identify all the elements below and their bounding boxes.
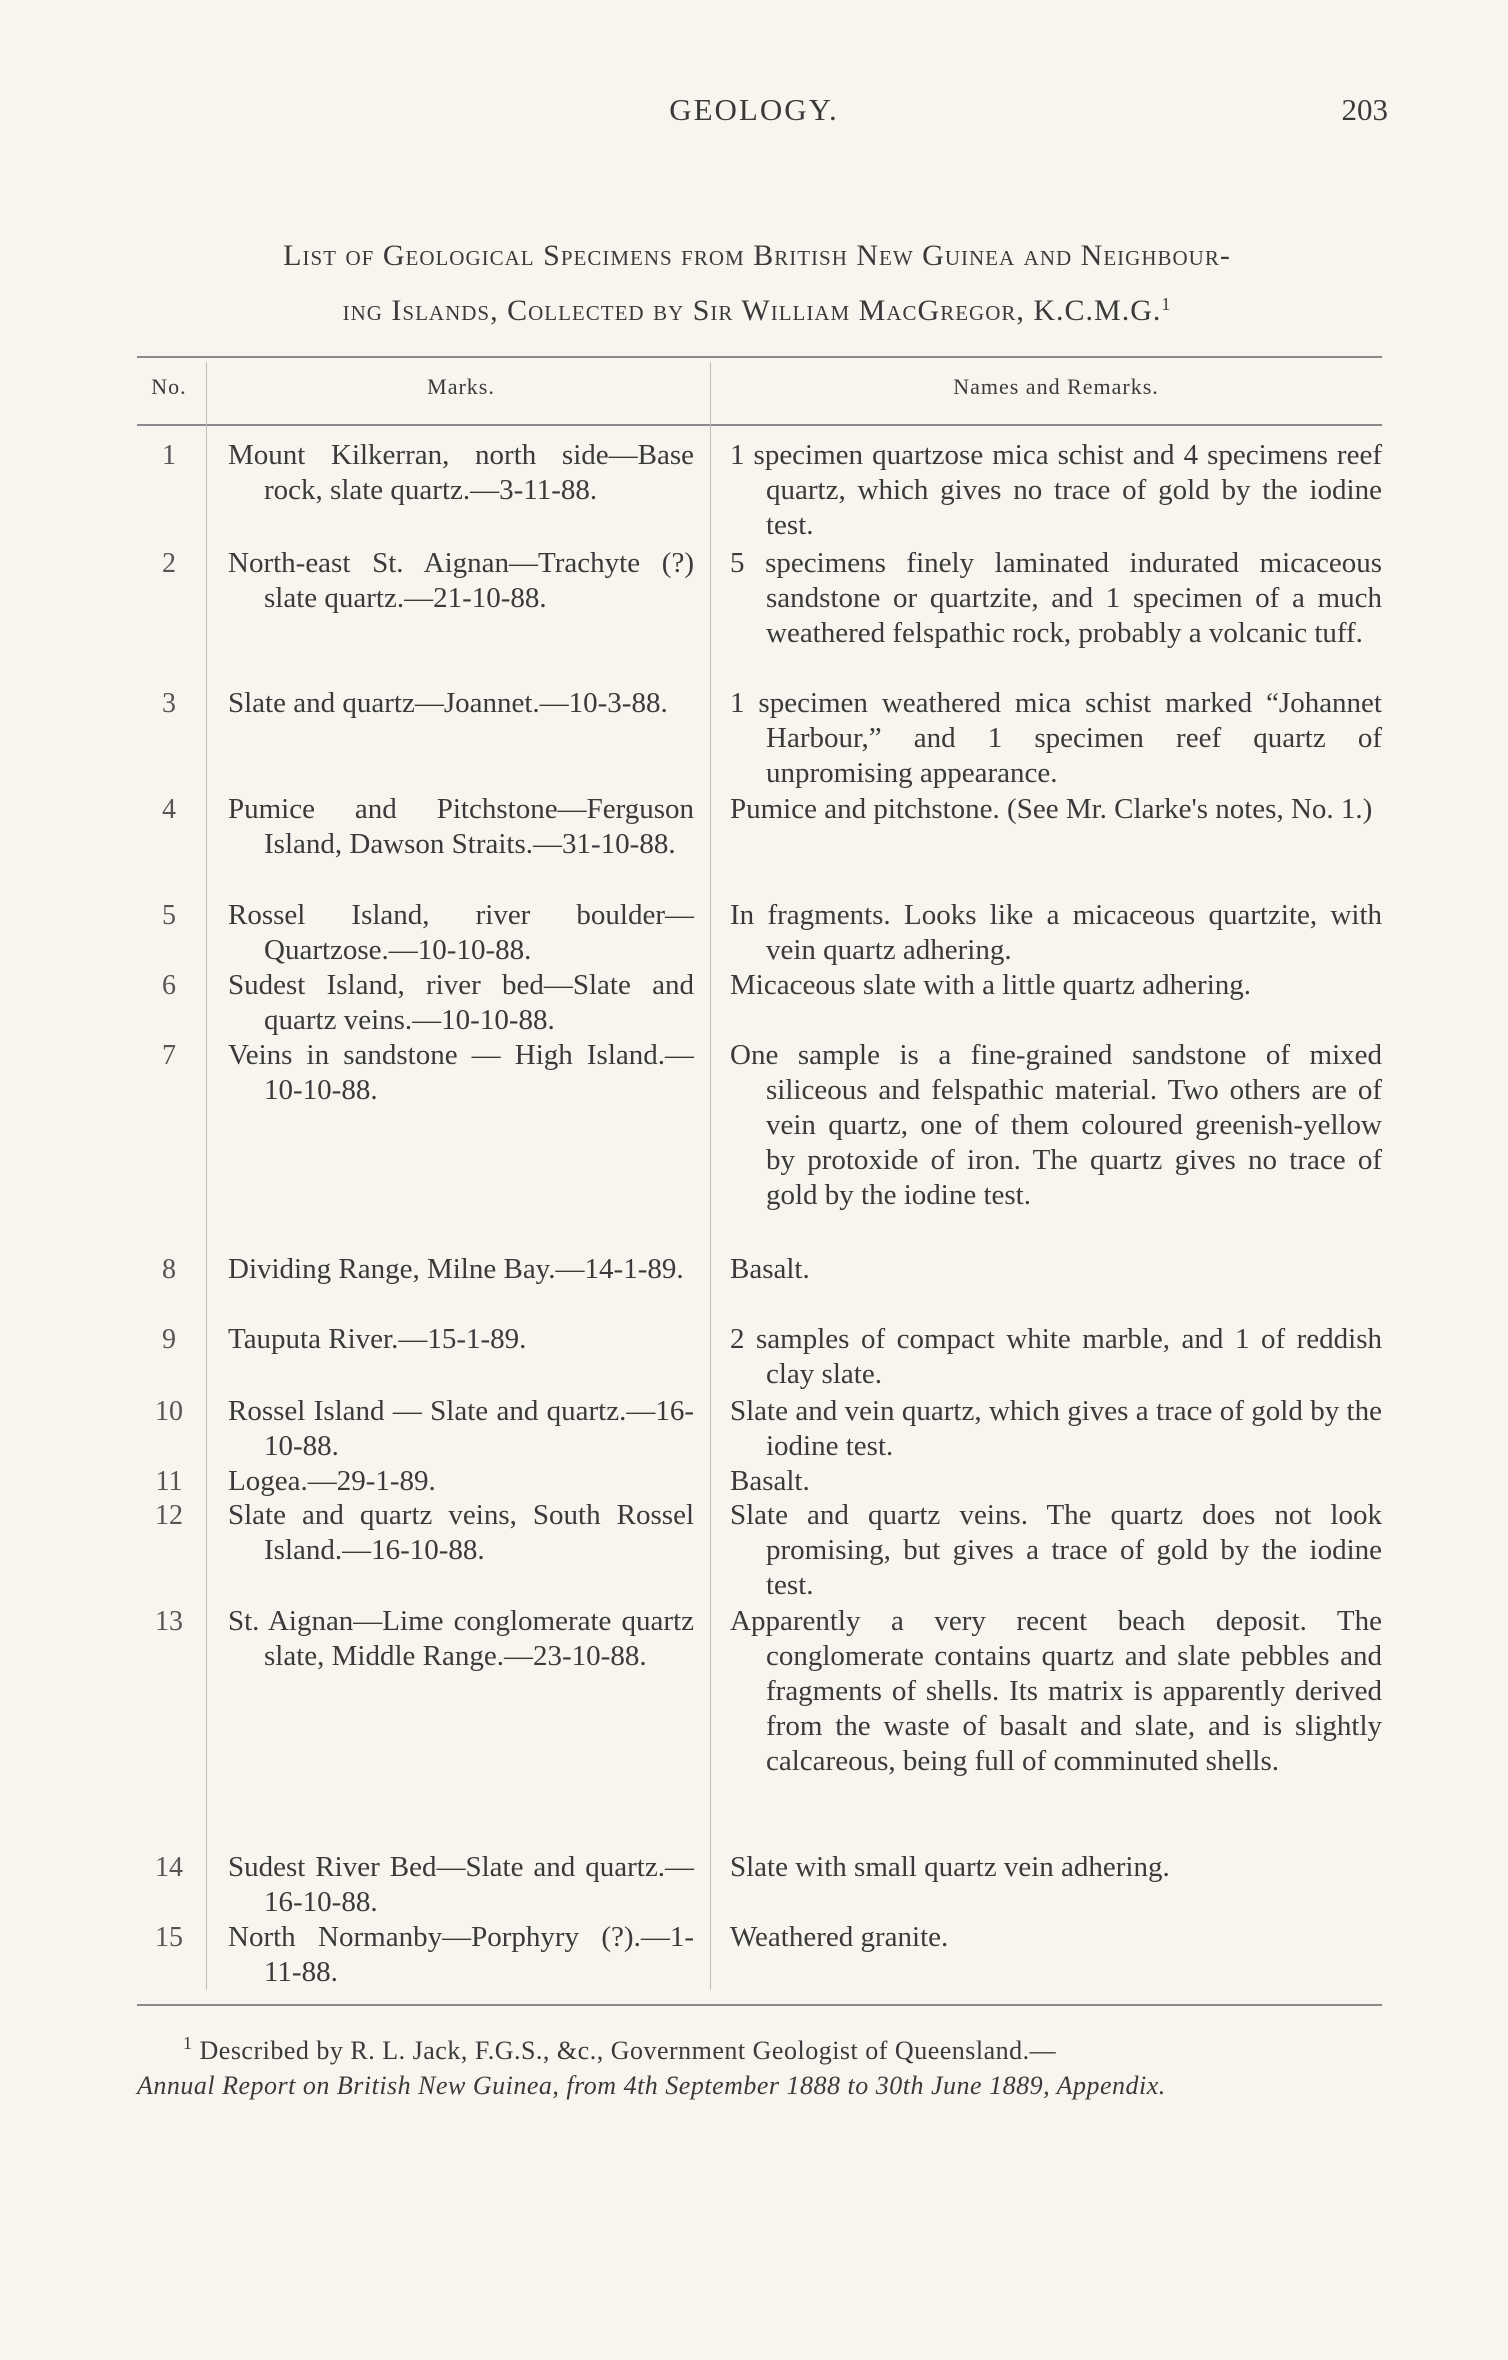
row-number: 14 [155, 1852, 183, 1883]
remarks-text: Slate with small quartz vein adhering. [730, 1851, 1170, 1883]
marks-text: Dividing Range, Milne Bay.—14-1-89. [228, 1253, 684, 1285]
remarks-text: Pumice and pitchstone. (See Mr. Clarke's notes, No. 1.) [730, 793, 1373, 825]
marks-text: Rossel Island, river boulder—Quartzose.—10-10-88. [228, 899, 694, 966]
row-remarks [730, 1252, 1382, 1287]
row-number: 5 [162, 900, 176, 931]
row-number: 3 [162, 688, 176, 719]
row-marks [228, 686, 694, 721]
caption-line-2-text: ing Islands, Collected by Sir William MacGregor, K.C.M.G. [342, 294, 1162, 327]
remarks-text: In fragments. Looks like a micaceous quartzite, with vein quartz adhering. [730, 899, 1382, 966]
row-number: 1 [162, 440, 176, 471]
row-number: 2 [162, 548, 176, 579]
remarks-text: Micaceous slate with a little quartz adhering. [730, 969, 1252, 1001]
row-remarks [730, 1604, 1382, 1779]
row-remarks [730, 792, 1382, 827]
row-marks [228, 1038, 694, 1108]
row-marks [228, 792, 694, 862]
table-header-rule [137, 424, 1382, 426]
row-number: 6 [162, 970, 176, 1001]
row-number: 15 [155, 1922, 183, 1953]
row-remarks [730, 1322, 1382, 1392]
row-number: 12 [155, 1500, 183, 1531]
row-number: 11 [155, 1466, 183, 1497]
remarks-text: Slate and quartz veins. The quartz does not look promising, but gives a trace of gold by the iodine test. [730, 1499, 1382, 1601]
remarks-text: One sample is a fine-grained sandstone of mixed siliceous and felspathic material. Two others are of vein quartz, one of them coloured greenish-yellow by protoxide of iron. The quartz gives no trace of gold by the iodine test. [730, 1039, 1382, 1211]
row-marks [228, 898, 694, 968]
row-remarks [730, 546, 1382, 651]
row-marks [228, 968, 694, 1038]
row-marks [228, 1252, 694, 1287]
row-marks [228, 1604, 694, 1674]
remarks-text: 1 specimen weathered mica schist marked “Johannet Harbour,” and 1 specimen reef quartz of unpromising appearance. [730, 687, 1382, 789]
row-number: 13 [155, 1606, 183, 1637]
row-remarks [730, 1464, 1382, 1499]
remarks-text: Slate and vein quartz, which gives a trace of gold by the iodine test. [730, 1395, 1382, 1462]
row-remarks [730, 1850, 1382, 1885]
row-marks [228, 1394, 694, 1464]
row-remarks [730, 1920, 1382, 1955]
table-bottom-rule [137, 2004, 1382, 2006]
running-head [0, 92, 1508, 132]
marks-text: Pumice and Pitchstone—Ferguson Island, Dawson Straits.—31-10-88. [228, 793, 694, 860]
row-number: 7 [162, 1040, 176, 1071]
footnote [137, 2026, 1382, 2103]
marks-text: Sudest River Bed—Slate and quartz.—16-10-88. [228, 1851, 694, 1918]
row-marks [228, 1850, 694, 1920]
column-header-marks: Marks. [427, 374, 495, 399]
column-divider-marks [710, 362, 711, 1990]
row-marks [228, 1322, 694, 1357]
row-remarks [730, 968, 1382, 1003]
remarks-text: Weathered granite. [730, 1921, 949, 1953]
row-marks [228, 1498, 694, 1568]
column-header-remarks: Names and Remarks. [953, 374, 1159, 399]
row-number: 4 [162, 794, 176, 825]
marks-text: Veins in sandstone — High Island.—10-10-88. [228, 1039, 694, 1106]
marks-text: Tauputa River.—15-1-89. [228, 1323, 527, 1355]
remarks-text: 5 specimens finely laminated indurated micaceous sandstone or quartzite, and 1 specimen of a much weathered felspathic rock, probably a volcanic tuff. [730, 547, 1382, 649]
column-divider-no [206, 362, 207, 1990]
remarks-text: Basalt. [730, 1465, 810, 1497]
column-header-no: No. [151, 374, 187, 399]
page-number: 203 [1341, 92, 1388, 127]
row-marks [228, 438, 694, 508]
table-top-rule [137, 356, 1382, 358]
caption-line-2 [132, 280, 1382, 335]
row-marks [228, 1920, 694, 1990]
marks-text: North Normanby—Porphyry (?).—1-11-88. [228, 1921, 694, 1988]
caption-footnote-mark: 1 [1161, 294, 1172, 314]
remarks-text: 2 samples of compact white marble, and 1 of reddish clay slate. [730, 1323, 1382, 1390]
footnote-citation: Annual Report on British New Guinea, from 4th September 1888 to 30th June 1889, Appendix. [137, 2071, 1166, 2100]
row-remarks [730, 1038, 1382, 1213]
row-number: 9 [162, 1324, 176, 1355]
table-caption [132, 232, 1382, 335]
footnote-line [137, 2026, 1382, 2068]
row-marks [228, 546, 694, 616]
row-number: 10 [155, 1396, 183, 1427]
marks-text: Logea.—29-1-89. [228, 1465, 436, 1497]
marks-text: Slate and quartz veins, South Rossel Island.—16-10-88. [228, 1499, 694, 1566]
remarks-text: Apparently a very recent beach deposit. The conglomerate contains quartz and slate pebbles and fragments of shells. Its matrix is apparently derived from the waste of basalt and slate, and is slightly calcareous, being full of comminuted shells. [730, 1605, 1382, 1777]
footnote-mark: 1 [183, 2033, 193, 2053]
running-title: GEOLOGY. [669, 92, 839, 127]
remarks-text: 1 specimen quartzose mica schist and 4 specimens reef quartz, which gives no trace of gold by the iodine test. [730, 439, 1382, 541]
caption-line-1: List of Geological Specimens from British New Guinea and Neighbour- [283, 239, 1231, 272]
row-remarks [730, 438, 1382, 543]
row-marks [228, 1464, 694, 1499]
row-remarks [730, 898, 1382, 968]
row-remarks [730, 686, 1382, 791]
marks-text: St. Aignan—Lime conglomerate quartz slate, Middle Range.—23-10-88. [228, 1605, 694, 1672]
marks-text: Mount Kilkerran, north side—Base rock, slate quartz.—3-11-88. [228, 439, 694, 506]
remarks-text: Basalt. [730, 1253, 810, 1285]
marks-text: Rossel Island — Slate and quartz.—16-10-88. [228, 1395, 694, 1462]
row-remarks [730, 1498, 1382, 1603]
footnote-text: Described by R. L. Jack, F.G.S., &c., Government Geologist of Queensland.— [199, 2036, 1057, 2065]
marks-text: North-east St. Aignan—Trachyte (?) slate quartz.—21-10-88. [228, 547, 694, 614]
marks-text: Slate and quartz—Joannet.—10-3-88. [228, 687, 668, 719]
row-remarks [730, 1394, 1382, 1464]
row-number: 8 [162, 1254, 176, 1285]
marks-text: Sudest Island, river bed—Slate and quartz veins.—10-10-88. [228, 969, 694, 1036]
